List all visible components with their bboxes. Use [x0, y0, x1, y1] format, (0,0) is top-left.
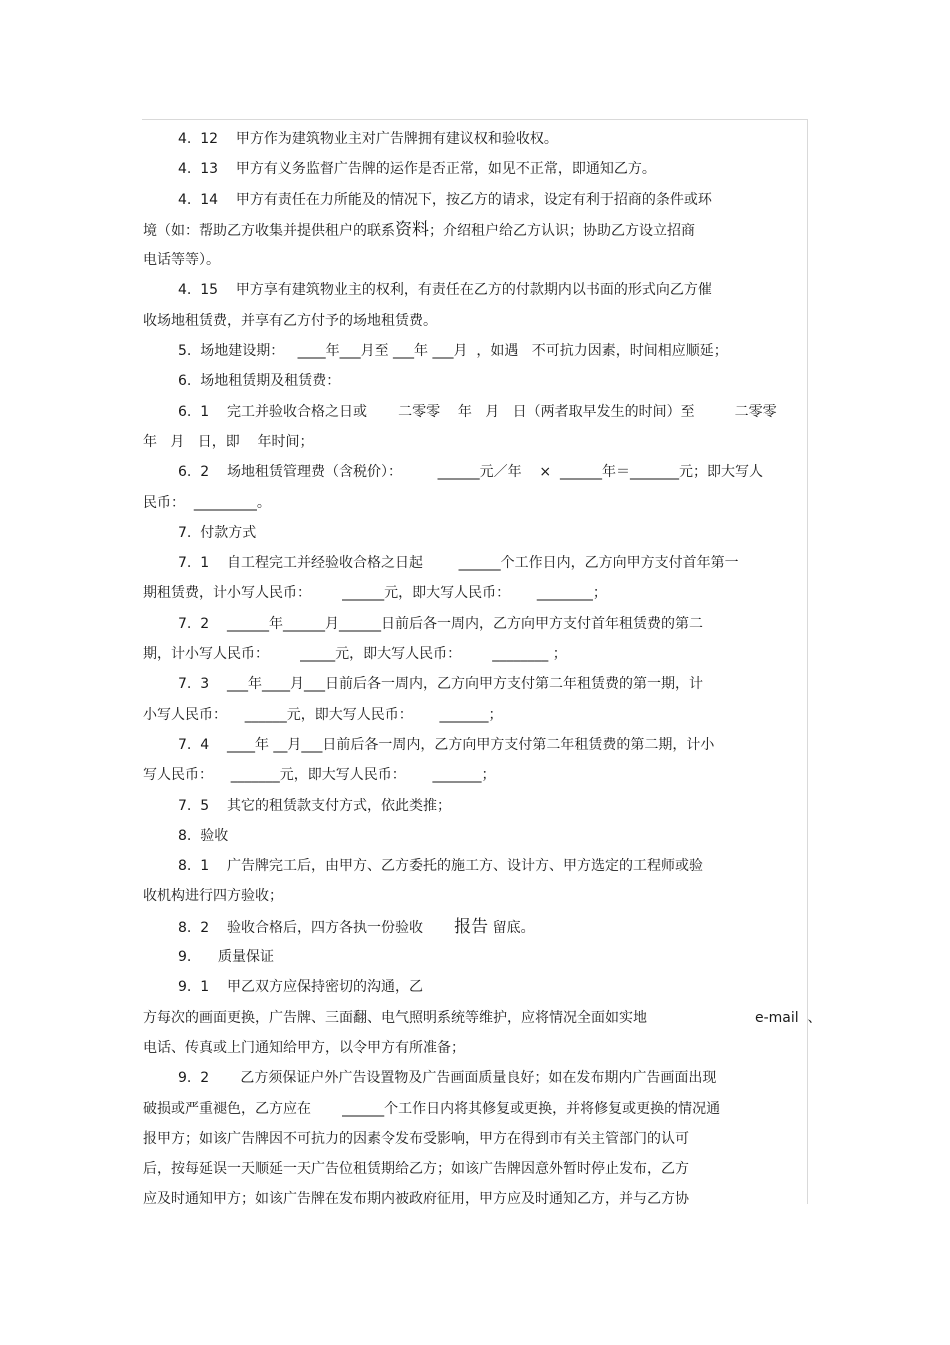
- document-line: [143, 1154, 807, 1184]
- document-line: [143, 336, 807, 366]
- document-line: [143, 275, 807, 305]
- line-text: 8. 1 广告牌完工后，由甲方、乙方委托的施工方、设计方、甲方选定的工程师或验: [178, 858, 703, 875]
- document-line: [143, 1003, 822, 1033]
- line-text: 8. 验收: [178, 827, 229, 844]
- document-line: [143, 912, 807, 942]
- document-line: [143, 245, 807, 275]
- line-text: 4. 12 甲方作为建筑物业主对广告牌拥有建议权和验收权。: [178, 131, 558, 147]
- line-text-continued: 留底。: [488, 919, 535, 936]
- line-text: 6. 2 场地租赁管理费（含税价）： ______元／年 × ______年＝_______元；即大写人: [178, 464, 763, 481]
- line-text: 7. 付款方式: [178, 524, 257, 541]
- line-text: 6. 场地租赁期及租赁费：: [178, 373, 341, 390]
- page-frame-top-border: [142, 119, 808, 120]
- document-line: [143, 700, 807, 730]
- document-line: [143, 124, 807, 154]
- document-line: [143, 154, 807, 184]
- line-text: 期，计小写人民币： _____元，即大写人民币： ________ ；: [143, 646, 567, 663]
- document-line: [143, 427, 807, 457]
- line-text: 8. 2 验收合格后，四方各执一份验收: [178, 919, 455, 936]
- document-line: [143, 760, 807, 790]
- line-text: 收机构进行四方验收；: [143, 888, 283, 905]
- document-line: [143, 185, 807, 215]
- line-text: 5. 场地建设期： ____年___月至 ___年 ___月 ，如遇 不可抗力因素，时间相应顺延；: [178, 343, 728, 360]
- document-page: [143, 124, 822, 1215]
- document-line: [143, 1063, 807, 1093]
- document-line: [143, 457, 807, 487]
- line-text: 9. 2 乙方须保证户外广告设置物及广告画面质量良好；如在发布期内广告画面出现: [178, 1070, 717, 1087]
- document-line: [143, 972, 807, 1002]
- line-text: 期租赁费，计小写人民币： ______元，即大写人民币： ________；: [143, 585, 607, 602]
- line-email-text: e-mail 、: [755, 1009, 822, 1026]
- line-text: 后，按每延误一天顺延一天广告位租赁期给乙方；如该广告牌因意外暂时停止发布，乙方: [143, 1161, 689, 1178]
- line-emphasis-text: 资料: [395, 219, 429, 240]
- line-text: 7. 4 ____年 __月___日前后各一周内，乙方向甲方支付第二年租赁费的第二期，计小: [178, 736, 715, 753]
- document-line: [143, 518, 807, 548]
- line-text: 7. 3 ___年____月___日前后各一周内，乙方向甲方支付第二年租赁费的第一期，计: [178, 676, 703, 693]
- document-line: [143, 881, 807, 911]
- line-text: 7. 2 ______年______月______日前后各一周内，乙方向甲方支付首年租赁费的第二: [178, 615, 703, 632]
- document-line: [143, 942, 807, 972]
- document-line: [143, 366, 807, 396]
- document-line: [143, 578, 807, 608]
- line-text: 民币： _________。: [143, 494, 271, 511]
- line-text: 年 月 日，即 年时间；: [143, 433, 314, 450]
- line-text: 方每次的画面更换，广告牌、三面翻、电气照明系统等维护，应将情况全面如实地: [143, 1009, 647, 1026]
- line-text: 4. 13 甲方有义务监督广告牌的运作是否正常，如见不正常，即通知乙方。: [178, 161, 656, 178]
- line-text: 破损或严重褪色，乙方应在 ______个工作日内将其修复或更换，并将修复或更换的情况通: [143, 1100, 721, 1117]
- line-text: 写人民币： _______元，即大写人民币： _______；: [143, 767, 496, 784]
- line-text: 9. 1 甲乙双方应保持密切的沟通，乙: [178, 979, 423, 996]
- page-frame-right-border: [807, 119, 808, 1204]
- line-text-continued: ；介绍租户给乙方认识；协助乙方设立招商: [429, 222, 695, 239]
- document-line: [143, 639, 807, 669]
- line-text: 7. 1 自工程完工并经验收合格之日起 ______个工作日内，乙方向甲方支付首年第一: [178, 555, 739, 572]
- line-text: 4. 14 甲方有责任在力所能及的情况下，按乙方的请求，设定有利于招商的条件或环: [178, 191, 712, 208]
- line-text: 报甲方；如该广告牌因不可抗力的因素令发布受影响，甲方在得到市有关主管部门的认可: [143, 1130, 689, 1147]
- document-line: [143, 1184, 807, 1214]
- line-text: 收场地租赁费，并享有乙方付予的场地租赁费。: [143, 312, 437, 329]
- document-line: [143, 609, 807, 639]
- line-text: 7. 5 其它的租赁款支付方式，依此类推；: [178, 797, 451, 814]
- line-text: 4. 15 甲方享有建筑物业主的权利，有责任在乙方的付款期内以书面的形式向乙方催: [178, 282, 712, 299]
- document-line: [143, 669, 807, 699]
- line-text: 小写人民币： ______元，即大写人民币： _______；: [143, 706, 503, 723]
- document-line: [143, 548, 807, 578]
- line-text: 电话等等）。: [143, 252, 220, 269]
- line-text: 6. 1 完工并验收合格之日或 二零零 年 月 日（两者取早发生的时间）至 二零零: [178, 403, 777, 420]
- document-line: [143, 1094, 807, 1124]
- line-text: 境（如：帮助乙方收集并提供租户的联系: [143, 222, 395, 239]
- document-line: [143, 215, 807, 245]
- document-line: [143, 851, 807, 881]
- line-text: 电话、传真或上门通知给甲方，以令甲方有所准备；: [143, 1039, 465, 1056]
- document-line: [143, 1033, 807, 1063]
- document-line: [143, 488, 807, 518]
- document-line: [143, 1124, 807, 1154]
- document-line: [143, 397, 807, 427]
- document-line: [143, 306, 807, 336]
- document-line: [143, 730, 807, 760]
- document-line: [143, 821, 807, 851]
- document-line: [143, 791, 807, 821]
- line-text: 应及时通知甲方；如该广告牌在发布期内被政府征用，甲方应及时通知乙方，并与乙方协: [143, 1191, 689, 1208]
- line-text: 9. 质量保证: [178, 949, 275, 966]
- line-emphasis-text: 报告: [454, 916, 489, 937]
